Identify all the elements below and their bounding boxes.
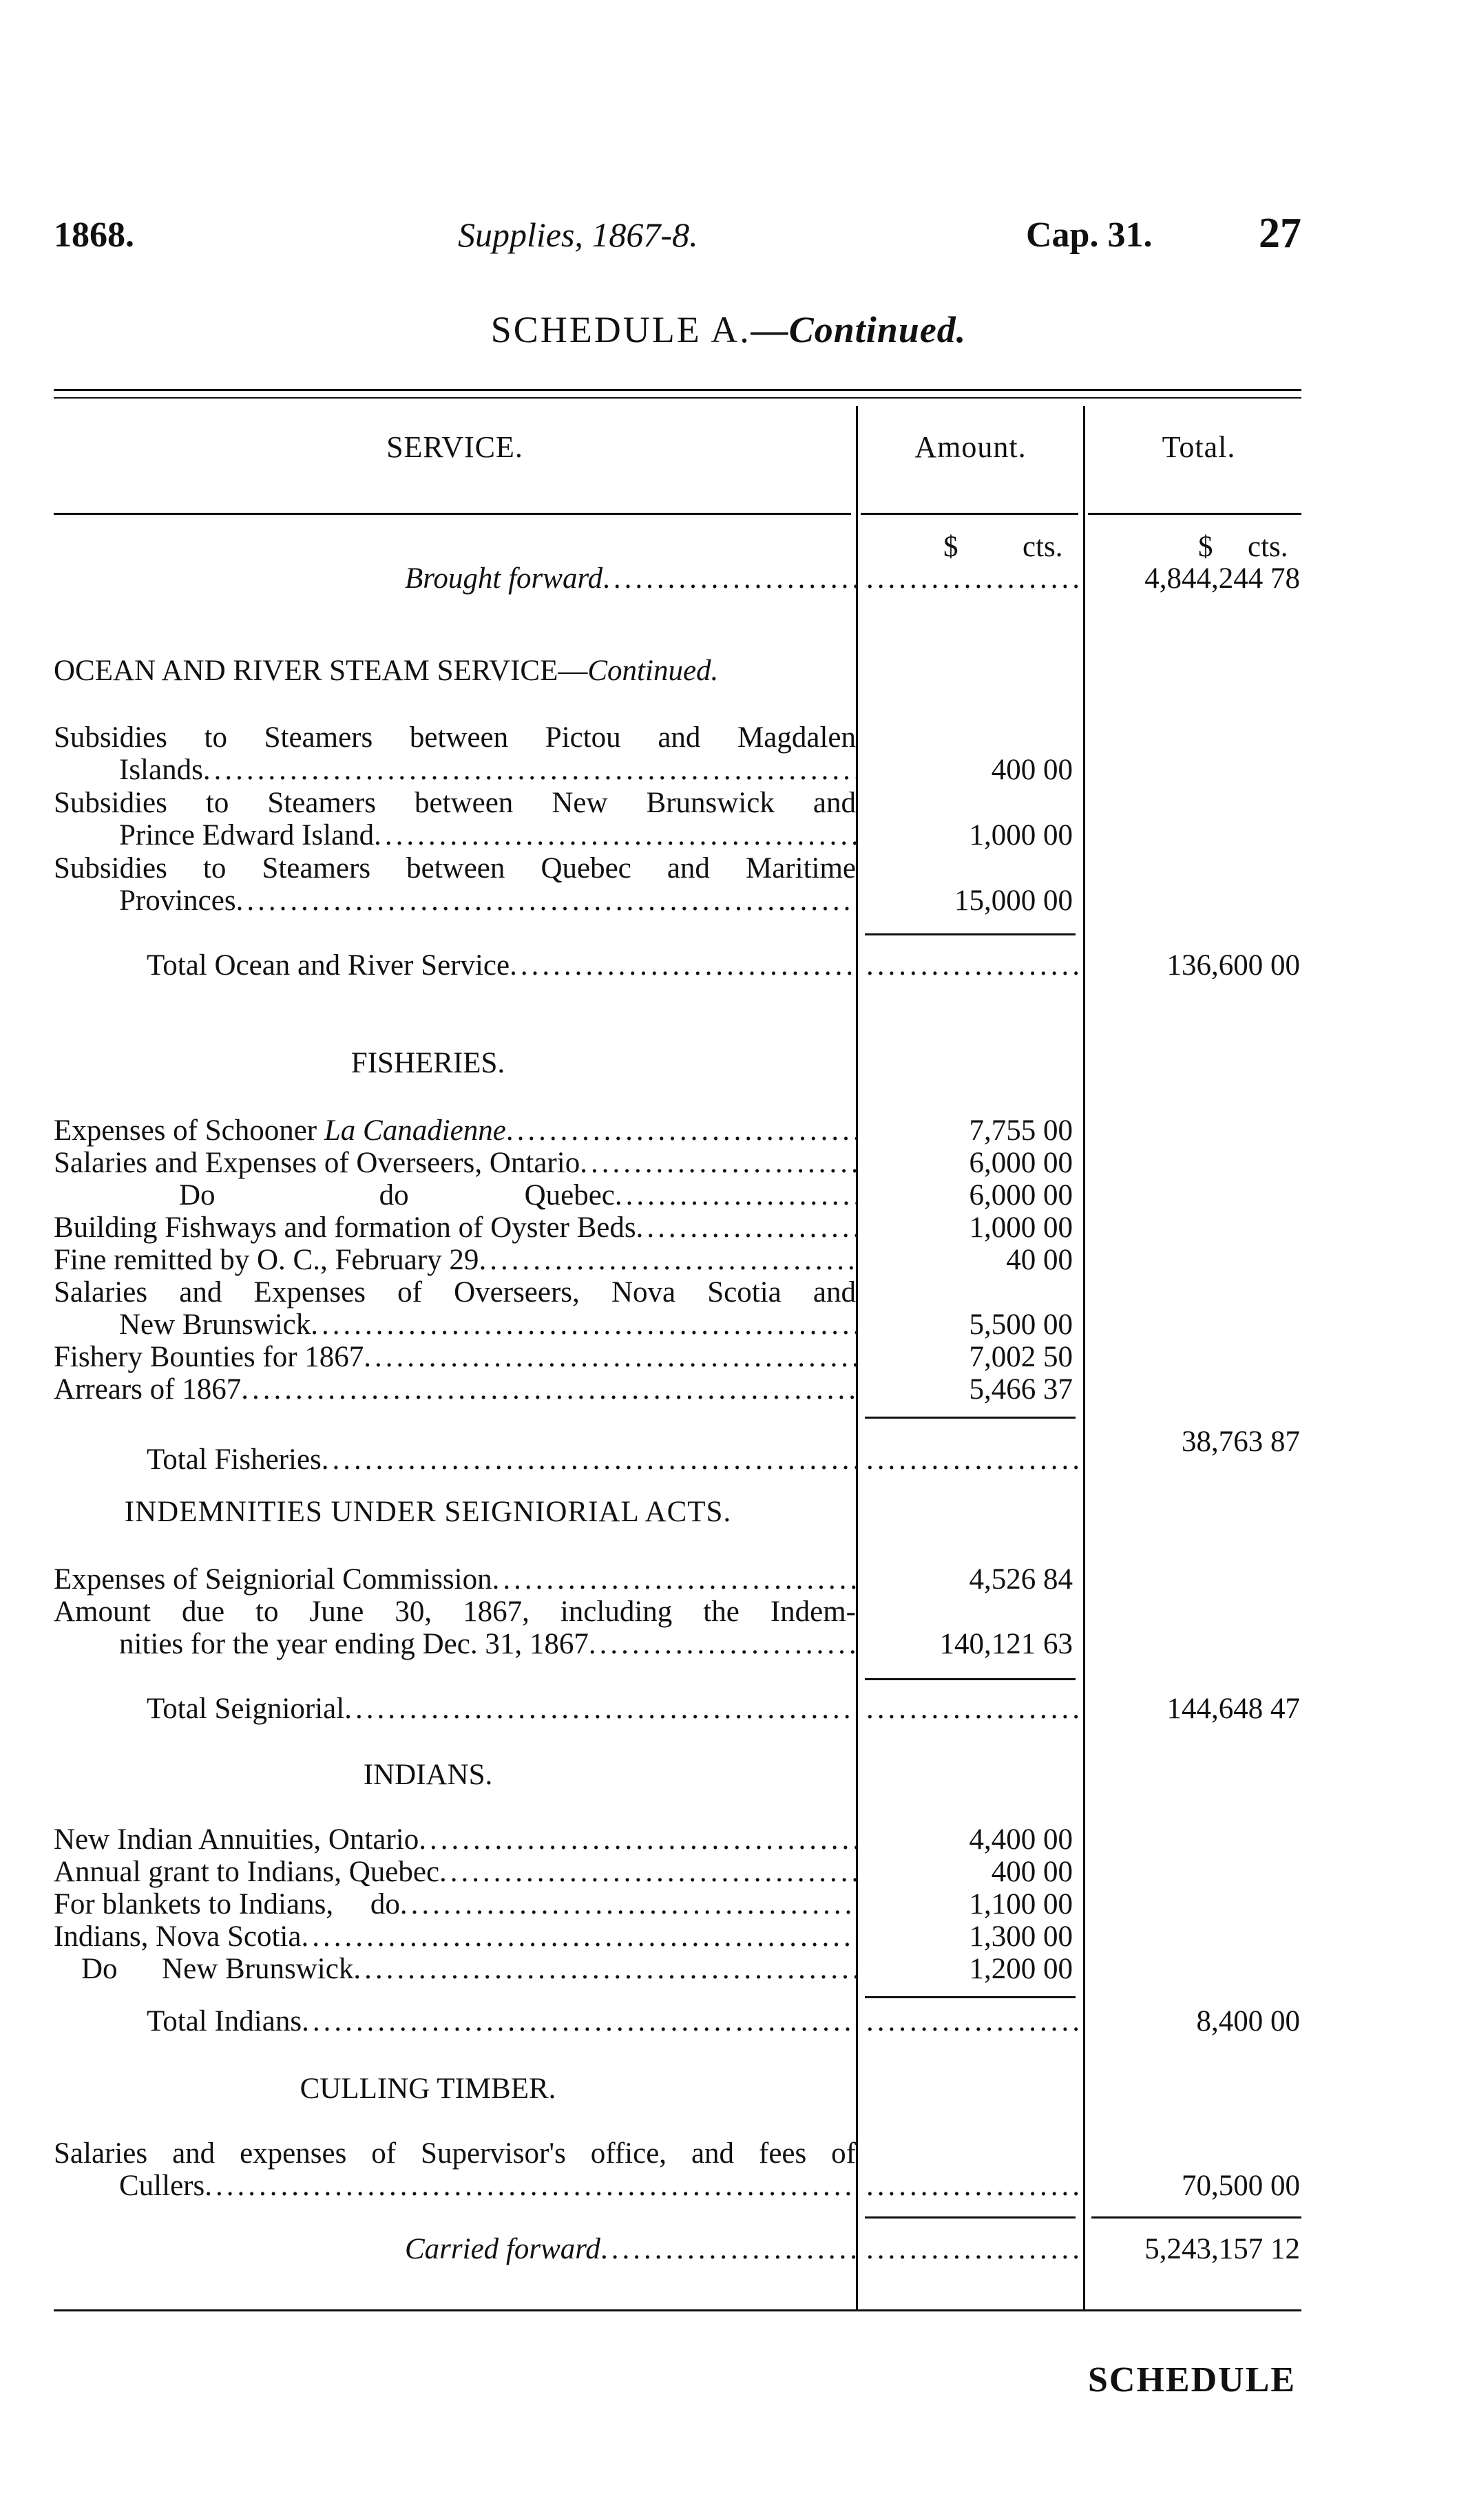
fisheries-item-1 (0, 1114, 1457, 1148)
culling-row (0, 2169, 1457, 2203)
ocean-sum-rule (865, 933, 1076, 935)
fisheries-item-1-amount: 7,755 00 (969, 1114, 1073, 1147)
amount-leader (866, 562, 1080, 596)
indians-item-4-label: Indians, Nova Scotia ..... (54, 1920, 856, 1954)
ocean-item-3-amount: 15,000 00 (954, 885, 1073, 917)
ocean-total-label: Total Ocean and River Service ..... (54, 949, 856, 983)
fisheries-item-6 (0, 1308, 1457, 1342)
section-heading-ocean: OCEAN AND RIVER STEAM SERVICE—Continued. (54, 655, 719, 687)
ocean-total: 136,600 00 (1166, 949, 1300, 982)
ocean-total-row (0, 949, 1457, 983)
catchword: SCHEDULE (1088, 2360, 1297, 2400)
schedule-title-main: SCHEDULE A. (490, 309, 751, 350)
fisheries-total: 38,763 87 (1182, 1426, 1300, 1458)
fisheries-item-5 (0, 1243, 1457, 1278)
fisheries-item-7 (0, 1340, 1457, 1375)
section-heading-indians: INDIANS. (363, 1759, 493, 1791)
carried-rule-total (1091, 2216, 1301, 2219)
indians-total-label: Total Indians ..... (54, 2004, 856, 2039)
seigniorial-total-row (0, 1692, 1457, 1726)
amount-leader (866, 949, 1080, 983)
bottom-rule (54, 2309, 1301, 2311)
carried-forward-label: Carried forward ..... (54, 2232, 856, 2267)
running-title (458, 215, 698, 255)
indians-total-row (0, 2004, 1457, 2039)
seigniorial-total: 144,648 47 (1166, 1693, 1300, 1725)
indians-item-2-amount: 400 00 (991, 1856, 1073, 1888)
amount-leader (866, 1443, 1080, 1477)
amount-cents-unit: cts. (1023, 531, 1063, 563)
fisheries-item-1-label: Expenses of Schooner La Canadienne ..... (54, 1114, 856, 1148)
brought-forward-row (0, 562, 1457, 596)
fisheries-item-6-line2: New Brunswick ..... (54, 1308, 856, 1342)
indians-item-3-label: For blankets to Indians, do ..... (54, 1887, 856, 1922)
ocean-item-1 (0, 753, 1457, 787)
column-header-service: SERVICE. (386, 430, 523, 464)
indians-item-5-label: Do New Brunswick ..... (54, 1952, 856, 1987)
fisheries-item-2 (0, 1146, 1457, 1180)
indians-item-2-label: Annual grant to Indians, Quebec ..... (54, 1855, 856, 1889)
fisheries-item-4 (0, 1211, 1457, 1245)
header-rule-amount (861, 513, 1078, 515)
fisheries-item-4-amount: 1,000 00 (969, 1211, 1073, 1244)
ocean-item-3 (0, 884, 1457, 918)
ocean-item-2-line1: Subsidies to Steamers between New Brunswick and (54, 787, 856, 819)
schedule-title-suffix: —Continued. (751, 309, 967, 350)
header-rule-service (54, 513, 851, 515)
culling-total: 70,500 00 (1182, 2170, 1300, 2202)
indians-item-5 (0, 1952, 1457, 1987)
ocean-item-1-line1: Subsidies to Steamers between Pictou and Magdalen (54, 721, 856, 754)
culling-line2: Cullers ..... (54, 2169, 856, 2203)
ocean-item-1-amount: 400 00 (991, 754, 1073, 786)
fisheries-item-8-label: Arrears of 1867 ..... (54, 1373, 856, 1407)
amount-leader (866, 2169, 1080, 2203)
fisheries-total-label: Total Fisheries ..... (54, 1443, 856, 1477)
section-heading-seigniorial: INDEMNITIES UNDER SEIGNIORIAL ACTS. (124, 1496, 732, 1528)
amount-leader (866, 2232, 1080, 2267)
header-rule-total (1088, 513, 1301, 515)
fisheries-sum-rule (865, 1417, 1076, 1419)
carried-rule-amount (865, 2216, 1076, 2219)
section-heading-fisheries: FISHERIES. (350, 1047, 505, 1079)
brought-forward-total: 4,844,244 78 (1144, 562, 1300, 595)
fisheries-total-row (0, 1425, 1457, 1476)
ocean-item-2-line2: Prince Edward Island ..... (54, 818, 856, 853)
indians-item-1 (0, 1823, 1457, 1857)
indians-item-2 (0, 1855, 1457, 1889)
fisheries-item-8-amount: 5,466 37 (969, 1373, 1073, 1406)
seigniorial-total-label: Total Seigniorial ..... (54, 1692, 856, 1726)
indians-item-3-amount: 1,100 00 (969, 1888, 1073, 1920)
ocean-item-3-line2: Provinces ..... (54, 884, 856, 918)
fisheries-item-6-line1: Salaries and Expenses of Overseers, Nova Scotia and (54, 1276, 856, 1309)
fisheries-item-3-amount: 6,000 00 (969, 1179, 1073, 1211)
ocean-item-1-line2: Islands ..... (54, 753, 856, 787)
carried-forward-total: 5,243,157 12 (1144, 2233, 1300, 2265)
chapter-label: Cap. 31. (1026, 215, 1153, 255)
seigniorial-item-2-line2: nities for the year ending Dec. 31, 1867 ..... (54, 1627, 856, 1662)
column-header-amount: Amount. (914, 430, 1027, 464)
indians-item-3 (0, 1887, 1457, 1922)
fisheries-item-2-amount: 6,000 00 (969, 1147, 1073, 1179)
amount-leader (866, 2004, 1080, 2039)
brought-forward-label: Brought forward ..... (54, 562, 856, 596)
ocean-item-2 (0, 818, 1457, 853)
fisheries-item-5-amount: 40 00 (1006, 1244, 1073, 1276)
fisheries-item-5-label: Fine remitted by O. C., February 29 ..... (54, 1243, 856, 1278)
section-heading-culling: CULLING TIMBER. (300, 2073, 556, 2105)
fisheries-item-2-label: Salaries and Expenses of Overseers, Ontario ..... (54, 1146, 856, 1180)
fisheries-item-3-label: Do do Quebec ..... (54, 1178, 856, 1213)
fisheries-item-7-label: Fishery Bounties for 1867 ..... (54, 1340, 856, 1375)
total-dollar-unit: $ (1198, 531, 1213, 563)
culling-line1: Salaries and expenses of Supervisor's office, and fees of (54, 2137, 856, 2170)
indians-item-1-amount: 4,400 00 (969, 1823, 1073, 1856)
seigniorial-item-1-amount: 4,526 84 (969, 1563, 1073, 1596)
indians-item-4-amount: 1,300 00 (969, 1920, 1073, 1953)
seigniorial-item-2-line1: Amount due to June 30, 1867, including the Indem- (54, 1596, 856, 1628)
seigniorial-item-2 (0, 1627, 1457, 1662)
top-rule-1 (54, 389, 1301, 391)
top-rule-2 (54, 397, 1301, 399)
indians-item-1-label: New Indian Annuities, Ontario ..... (54, 1823, 856, 1857)
fisheries-item-3 (0, 1178, 1457, 1213)
amount-dollar-unit: $ (943, 531, 958, 563)
seigniorial-item-1 (0, 1563, 1457, 1597)
seigniorial-item-2-amount: 140,121 63 (939, 1628, 1073, 1660)
amount-leader (866, 1692, 1080, 1726)
indians-sum-rule (865, 1996, 1076, 1998)
seigniorial-item-1-label: Expenses of Seigniorial Commission ..... (54, 1563, 856, 1597)
ocean-item-3-line1: Subsidies to Steamers between Quebec and Maritime (54, 852, 856, 885)
fisheries-item-4-label: Building Fishways and formation of Oyster Beds ..... (54, 1211, 856, 1245)
indians-item-4 (0, 1920, 1457, 1954)
page-number: 27 (1259, 210, 1301, 257)
carried-forward-row (0, 2232, 1457, 2267)
ocean-item-2-amount: 1,000 00 (969, 819, 1073, 851)
total-cents-unit: cts. (1248, 531, 1288, 563)
schedule-title (0, 308, 1457, 351)
year-label: 1868. (54, 215, 134, 255)
fisheries-item-7-amount: 7,002 50 (969, 1341, 1073, 1373)
fisheries-item-8 (0, 1373, 1457, 1407)
seigniorial-sum-rule (865, 1678, 1076, 1680)
indians-item-5-amount: 1,200 00 (969, 1953, 1073, 1985)
fisheries-item-6-amount: 5,500 00 (969, 1309, 1073, 1341)
currency-row (0, 530, 1457, 564)
column-header-total: Total. (1162, 430, 1236, 464)
indians-total: 8,400 00 (1196, 2005, 1300, 2037)
running-title-italic: Supplies, 1867-8. (458, 215, 698, 254)
